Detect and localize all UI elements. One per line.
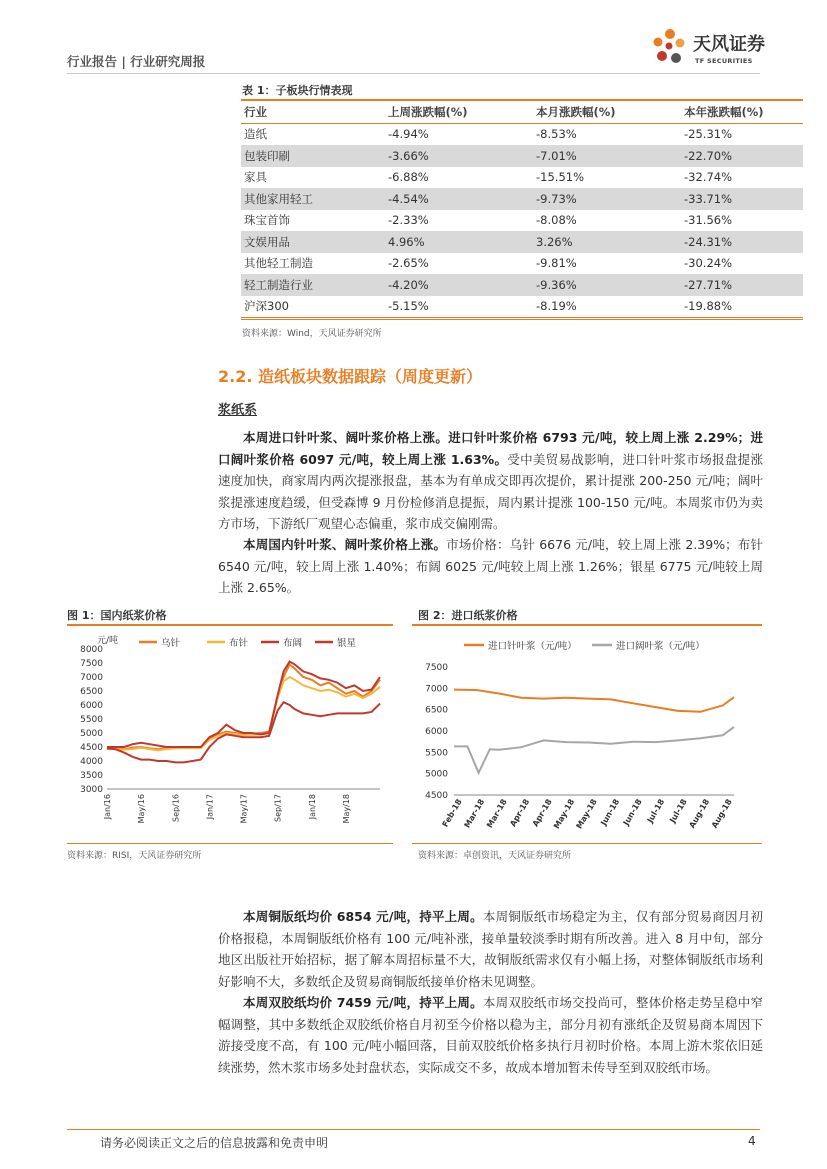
x-tick-label: Apr-18 xyxy=(530,797,554,829)
figure1-caption: 图 1：国内纸浆价格 xyxy=(67,609,167,622)
table-cell: 包装印刷 xyxy=(241,145,385,167)
table-cell: -7.01% xyxy=(533,145,681,167)
x-tick-label: Jan/17 xyxy=(205,794,215,820)
y-tick-label: 8000 xyxy=(80,645,103,655)
table-cell: -2.65% xyxy=(388,256,429,271)
breadcrumb: 行业报告 | 行业研究周报 xyxy=(67,54,206,69)
legend-label: 进口阔叶浆（元/吨） xyxy=(616,641,705,652)
table-cell: -4.20% xyxy=(385,274,533,296)
table-cell: -9.36% xyxy=(533,274,681,296)
y-tick-label: 7000 xyxy=(425,684,448,695)
table-cell: -19.88% xyxy=(681,296,803,318)
y-tick-label: 5000 xyxy=(80,729,103,739)
table-cell: 家具 xyxy=(244,170,267,185)
table-cell: -8.53% xyxy=(536,127,577,142)
legend-label: 布阔 xyxy=(283,638,303,649)
paragraph-3-lead: 本周铜版纸均价 6854 元/吨，持平上周。 xyxy=(243,909,483,924)
table-cell: -3.66% xyxy=(385,145,533,167)
figure1-chart xyxy=(67,627,393,839)
table-cell: -8.08% xyxy=(536,213,577,228)
table-cell: 其他家用轻工 xyxy=(241,188,385,210)
table-cell: -31.56% xyxy=(684,213,732,228)
figure1-bottom-rule xyxy=(67,843,393,844)
figure2-bottom-rule xyxy=(412,843,762,844)
table-cell: -4.94% xyxy=(388,127,429,142)
paragraph-3-body: 本周铜版纸市场稳定为主，仅有部分贸易商因月初价格报稳，本周铜版纸价格有 100 元/吨补涨，接单量较淡季时期有所改善。进入 8 月中旬，部分地区出版社开始招标，据了解本周招标量不大，故铜版纸需求仅有小幅上扬，对整体铜版纸市场利好影响不大，多数纸企及贸易商铜版纸接单价格未见调整。 xyxy=(218,909,763,989)
table-cell: -33.71% xyxy=(681,188,803,210)
paragraph-1 xyxy=(218,427,763,535)
y-tick-label: 3500 xyxy=(80,771,103,781)
figure1-top-rule xyxy=(67,624,393,626)
header-divider xyxy=(67,73,760,74)
x-tick-label: Sep/16 xyxy=(171,794,181,822)
table-cell: -2.33% xyxy=(388,213,429,228)
table-cell: 4.96% xyxy=(385,231,533,253)
table-row xyxy=(241,274,803,296)
table-row xyxy=(241,253,803,275)
y-tick-label: 7000 xyxy=(80,673,103,683)
paragraph-2-lead: 本周国内针叶浆、阔叶浆价格上涨。 xyxy=(243,537,447,552)
x-tick-label: Sep/17 xyxy=(273,794,283,822)
figure2-source: 资料来源：卓创资讯，天风证券研究所 xyxy=(418,851,572,861)
paragraph-1-lead: 本周进口针叶浆、阔叶浆价格上涨。进口针叶浆价格 6793 元/吨，较上周上涨 2.29%；进口阔叶浆价格 6097 元/吨，较上周上涨 1.63%。 xyxy=(218,430,763,467)
y-tick-label: 4000 xyxy=(80,757,103,767)
table-row xyxy=(241,167,803,189)
x-tick-label: Aug-18 xyxy=(709,797,734,830)
legend-label: 乌针 xyxy=(161,638,181,649)
table-cell: -15.51% xyxy=(536,170,584,185)
table-cell: -24.31% xyxy=(681,231,803,253)
legend-label: 进口针叶浆（元/吨） xyxy=(488,641,577,652)
x-tick-label: Feb-18 xyxy=(440,797,464,829)
y-tick-label: 7500 xyxy=(80,659,103,669)
logo-text-en: TF SECURITIES xyxy=(695,57,753,65)
series-line-2 xyxy=(454,727,734,773)
y-tick-label: 6500 xyxy=(80,687,103,697)
x-tick-label: May-18 xyxy=(574,797,599,831)
table-header xyxy=(241,100,803,123)
y-tick-label: 4500 xyxy=(425,791,448,801)
y-tick-label: 5000 xyxy=(425,769,448,780)
table-cell: -8.19% xyxy=(533,296,681,318)
table-cell: -27.71% xyxy=(681,274,803,296)
x-tick-label: Mar-18 xyxy=(462,797,487,830)
page-number: 4 xyxy=(748,1134,756,1148)
paragraph-2-body: 市场价格：乌针 6676 元/吨，较上周上涨 2.39%；布针 6540 元/吨，较上周上涨 1.40%；布阔 6025 元/吨较上周上涨 1.26%；银星 6775 元/吨较上周上涨 2.65%。 xyxy=(218,537,763,595)
table-bottom-rule xyxy=(241,319,803,320)
table-cell: -9.73% xyxy=(533,188,681,210)
table-cell: 轻工制造行业 xyxy=(241,274,385,296)
paragraph-1-body: 受中美贸易战影响，进口针叶浆市场报盘提涨速度加快，商家周内两次提涨报盘，基本为有单成交即再次提价，累计提涨 200-250 元/吨；阔叶浆提涨速度趋缓，但受森博 9 月份检修消息提振，周内累计提涨 100-150 元/吨。本周浆市仍为卖方市场，下游纸厂观望心态偏重，浆市成交偏刚需。 xyxy=(218,451,763,531)
table-cell: -6.88% xyxy=(388,170,429,185)
x-tick-label: May-18 xyxy=(552,797,577,831)
table-header-cell: 本年涨跌幅(%) xyxy=(681,100,803,123)
y-tick-label: 4500 xyxy=(80,743,103,753)
table-cell: 造纸 xyxy=(244,127,267,142)
x-tick-label: Apr-18 xyxy=(508,797,532,829)
legend-label: 布针 xyxy=(229,638,249,649)
table-source: 资料来源：Wind，天风证券研究所 xyxy=(242,329,382,339)
table-cell: 其他轻工制造 xyxy=(244,256,313,271)
table-cell: -9.81% xyxy=(536,256,577,271)
subsection-title: 浆纸系 xyxy=(218,403,258,418)
y-tick-label: 5500 xyxy=(80,715,103,725)
section-title: 2.2. 造纸板块数据跟踪（周度更新） xyxy=(218,367,482,386)
table-row xyxy=(241,123,803,145)
x-tick-label: May/16 xyxy=(137,794,147,824)
table-cell: -30.24% xyxy=(684,256,732,271)
logo-flower-icon xyxy=(648,26,692,72)
table-caption: 表 1：子板块行情表现 xyxy=(242,84,353,97)
table-row xyxy=(241,145,803,167)
paragraph-3 xyxy=(218,906,763,992)
x-tick-label: Jan/18 xyxy=(307,794,317,820)
y-tick-label: 6500 xyxy=(425,705,448,716)
table-row xyxy=(241,296,803,318)
y-tick-label: 6000 xyxy=(425,727,448,737)
x-tick-label: May/17 xyxy=(239,794,249,824)
x-tick-label: Mar-18 xyxy=(485,797,509,830)
table-cell: -5.15% xyxy=(385,296,533,318)
paragraph-4-lead: 本周双胶纸均价 7459 元/吨，持平上周。 xyxy=(243,995,483,1010)
footer-divider xyxy=(67,1129,760,1130)
x-tick-label: Aug-18 xyxy=(687,797,712,830)
footer-disclaimer: 请务必阅读正文之后的信息披露和免责申明 xyxy=(100,1136,329,1150)
x-tick-label: Jul-18 xyxy=(668,797,689,825)
table-cell: -32.74% xyxy=(684,170,732,185)
y-tick-label: 3000 xyxy=(80,785,103,795)
table-row xyxy=(241,231,803,253)
y-tick-label: 7500 xyxy=(425,663,448,673)
table-row xyxy=(241,210,803,232)
table-cell: -25.31% xyxy=(684,127,732,142)
paragraph-2 xyxy=(218,534,763,599)
table-header-cell: 本月涨跌幅(%) xyxy=(533,100,681,123)
series-line-1 xyxy=(454,690,734,712)
paragraph-4-body: 本周双胶纸市场交投尚可，整体价格走势呈稳中窄幅调整，其中多数纸企双胶纸价格自月初至今价格以稳为主，部分月初有涨纸企及贸易商本周因下游接受度不高，有 100 元/吨小幅回落，目前双胶纸价格多执行月初时价格。本周上游木浆依旧延续涨势，然木浆市场多处封盘状态，实际成交不多，故成本增加暂未传导至到双胶纸市场。 xyxy=(218,995,763,1075)
figure2-top-rule xyxy=(412,624,762,626)
y-axis-unit: 元/吨 xyxy=(97,636,119,646)
x-tick-label: May/18 xyxy=(341,794,351,824)
x-tick-label: Jul-18 xyxy=(645,797,667,825)
logo-text: 天风证券 xyxy=(693,34,765,55)
paragraph-4 xyxy=(218,992,763,1078)
table-header-cell: 行业 xyxy=(241,100,385,123)
figure1-source: 资料来源：RISI，天风证券研究所 xyxy=(67,851,202,861)
x-tick-label: Jun-18 xyxy=(599,797,622,827)
table-row xyxy=(241,188,803,210)
x-tick-label: Jun-18 xyxy=(621,797,644,827)
y-tick-label: 5500 xyxy=(425,748,448,759)
table-cell: -22.70% xyxy=(681,145,803,167)
legend-label: 银星 xyxy=(337,638,357,649)
figure2-chart xyxy=(412,627,762,839)
table-cell: 珠宝首饰 xyxy=(244,213,290,228)
table-cell: -4.54% xyxy=(385,188,533,210)
table-cell: 3.26% xyxy=(533,231,681,253)
table-cell: 文娱用品 xyxy=(241,231,385,253)
figure2-caption: 图 2：进口纸浆价格 xyxy=(418,609,518,622)
table-cell: 沪深300 xyxy=(241,296,385,318)
x-tick-label: Jan/16 xyxy=(103,794,112,820)
sector-table xyxy=(241,99,803,318)
y-tick-label: 6000 xyxy=(80,701,103,711)
table-header-cell: 上周涨跌幅(%) xyxy=(385,100,533,123)
